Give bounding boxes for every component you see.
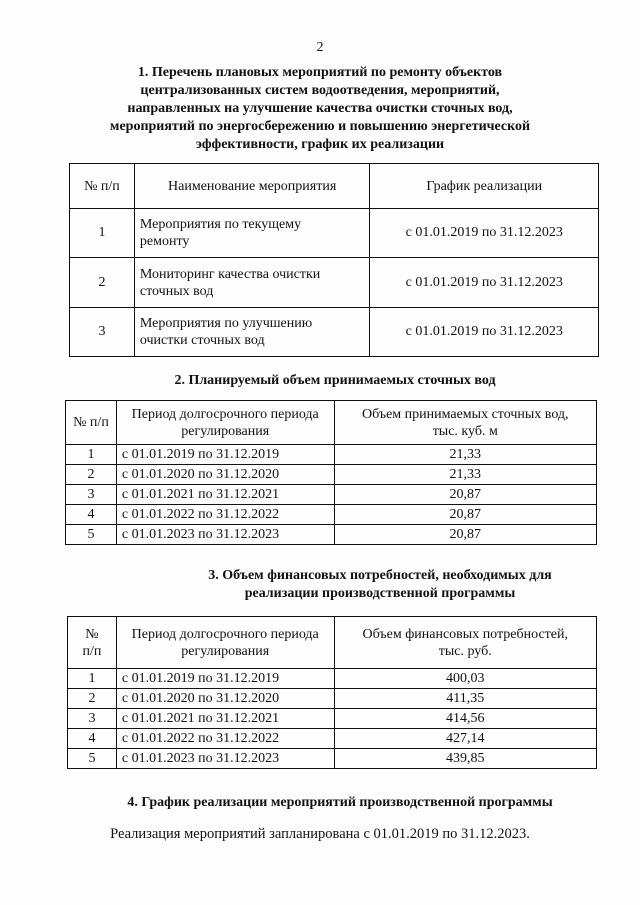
table-row [66, 525, 597, 545]
period: с 01.01.2023 по 31.12.2023 [116, 749, 334, 769]
activity-name: Мероприятия по улучшению очистки сточных вод [134, 308, 370, 357]
row-number: 1 [66, 445, 117, 465]
header-number: № п/п [70, 164, 135, 209]
title-line: эффективности, график их реализации [195, 137, 445, 152]
table-row [66, 485, 597, 505]
activity-name: Мониторинг качества очистки сточных вод [134, 258, 370, 308]
row-number: 5 [68, 749, 117, 769]
financial-value: 411,35 [334, 689, 596, 709]
period: с 01.01.2022 по 31.12.2022 [116, 505, 334, 525]
section-3-title [60, 567, 640, 603]
title-line: реализации производственной программы [244, 586, 516, 601]
table-row [66, 505, 597, 525]
table-row [68, 689, 597, 709]
table-row [68, 729, 597, 749]
period: с 01.01.2023 по 31.12.2023 [116, 525, 334, 545]
schedule: с 01.01.2019 по 31.12.2023 [370, 258, 599, 308]
row-number: 2 [68, 689, 117, 709]
row-number: 4 [68, 729, 117, 749]
table-header-row [68, 617, 597, 669]
period: с 01.01.2022 по 31.12.2022 [116, 729, 334, 749]
volume-value: 20,87 [334, 485, 596, 505]
period: с 01.01.2019 по 31.12.2019 [116, 445, 334, 465]
title-line: 3. Объем финансовых потребностей, необходимых для [208, 568, 552, 583]
header-number: № п/п [66, 401, 117, 445]
row-number: 2 [70, 258, 135, 308]
financial-needs-table [67, 616, 597, 769]
row-number: 2 [66, 465, 117, 485]
period: с 01.01.2020 по 31.12.2020 [116, 689, 334, 709]
table-row [70, 209, 599, 258]
implementation-note: Реализация мероприятий запланирована с 01.01.2019 по 31.12.2023. [110, 826, 530, 842]
page-number: 2 [316, 40, 324, 55]
activities-table [69, 163, 599, 357]
title-line: мероприятий по энергосбережению и повышению энергетической [109, 119, 531, 134]
header-schedule: График реализации [370, 164, 599, 209]
title-line: направленных на улучшение качества очистки сточных вод, [127, 101, 513, 116]
table-row [68, 749, 597, 769]
section-2-title [0, 372, 640, 390]
period: с 01.01.2020 по 31.12.2020 [116, 465, 334, 485]
table-header-row [70, 164, 599, 209]
period: с 01.01.2021 по 31.12.2021 [116, 709, 334, 729]
title-line: 2. Планируемый объем принимаемых сточных вод [174, 373, 496, 388]
row-number: 3 [66, 485, 117, 505]
financial-value: 439,85 [334, 749, 596, 769]
wastewater-volume-table [65, 400, 597, 545]
volume-value: 20,87 [334, 505, 596, 525]
table-row [68, 669, 597, 689]
table-row [66, 445, 597, 465]
row-number: 3 [70, 308, 135, 357]
schedule: с 01.01.2019 по 31.12.2023 [370, 209, 599, 258]
title-line: 1. Перечень плановых мероприятий по ремонту объектов [137, 65, 503, 80]
table-row [70, 308, 599, 357]
header-financial-needs: Объем финансовых потребностей, тыс. руб. [334, 617, 596, 669]
volume-value: 21,33 [334, 445, 596, 465]
row-number: 3 [68, 709, 117, 729]
financial-value: 414,56 [334, 709, 596, 729]
title-line: 4. График реализации мероприятий производственной программы [127, 795, 553, 810]
financial-value: 427,14 [334, 729, 596, 749]
schedule: с 01.01.2019 по 31.12.2023 [370, 308, 599, 357]
header-volume: Объем принимаемых сточных вод, тыс. куб. м [334, 401, 596, 445]
table-row [68, 709, 597, 729]
row-number: 4 [66, 505, 117, 525]
header-period: Период долгосрочного периода регулирования [116, 401, 334, 445]
section-4-title [20, 794, 640, 812]
header-activity-name: Наименование мероприятия [134, 164, 370, 209]
title-line: централизованных систем водоотведения, мероприятий, [140, 83, 500, 98]
row-number: 1 [70, 209, 135, 258]
financial-value: 400,03 [334, 669, 596, 689]
table-row [66, 465, 597, 485]
row-number: 5 [66, 525, 117, 545]
period: с 01.01.2019 по 31.12.2019 [116, 669, 334, 689]
activity-name: Мероприятия по текущему ремонту [134, 209, 370, 258]
volume-value: 20,87 [334, 525, 596, 545]
period: с 01.01.2021 по 31.12.2021 [116, 485, 334, 505]
section-1-title [0, 64, 640, 154]
volume-value: 21,33 [334, 465, 596, 485]
table-header-row [66, 401, 597, 445]
header-period: Период долгосрочного периода регулирования [116, 617, 334, 669]
row-number: 1 [68, 669, 117, 689]
table-row [70, 258, 599, 308]
header-number: № п/п [68, 617, 117, 669]
